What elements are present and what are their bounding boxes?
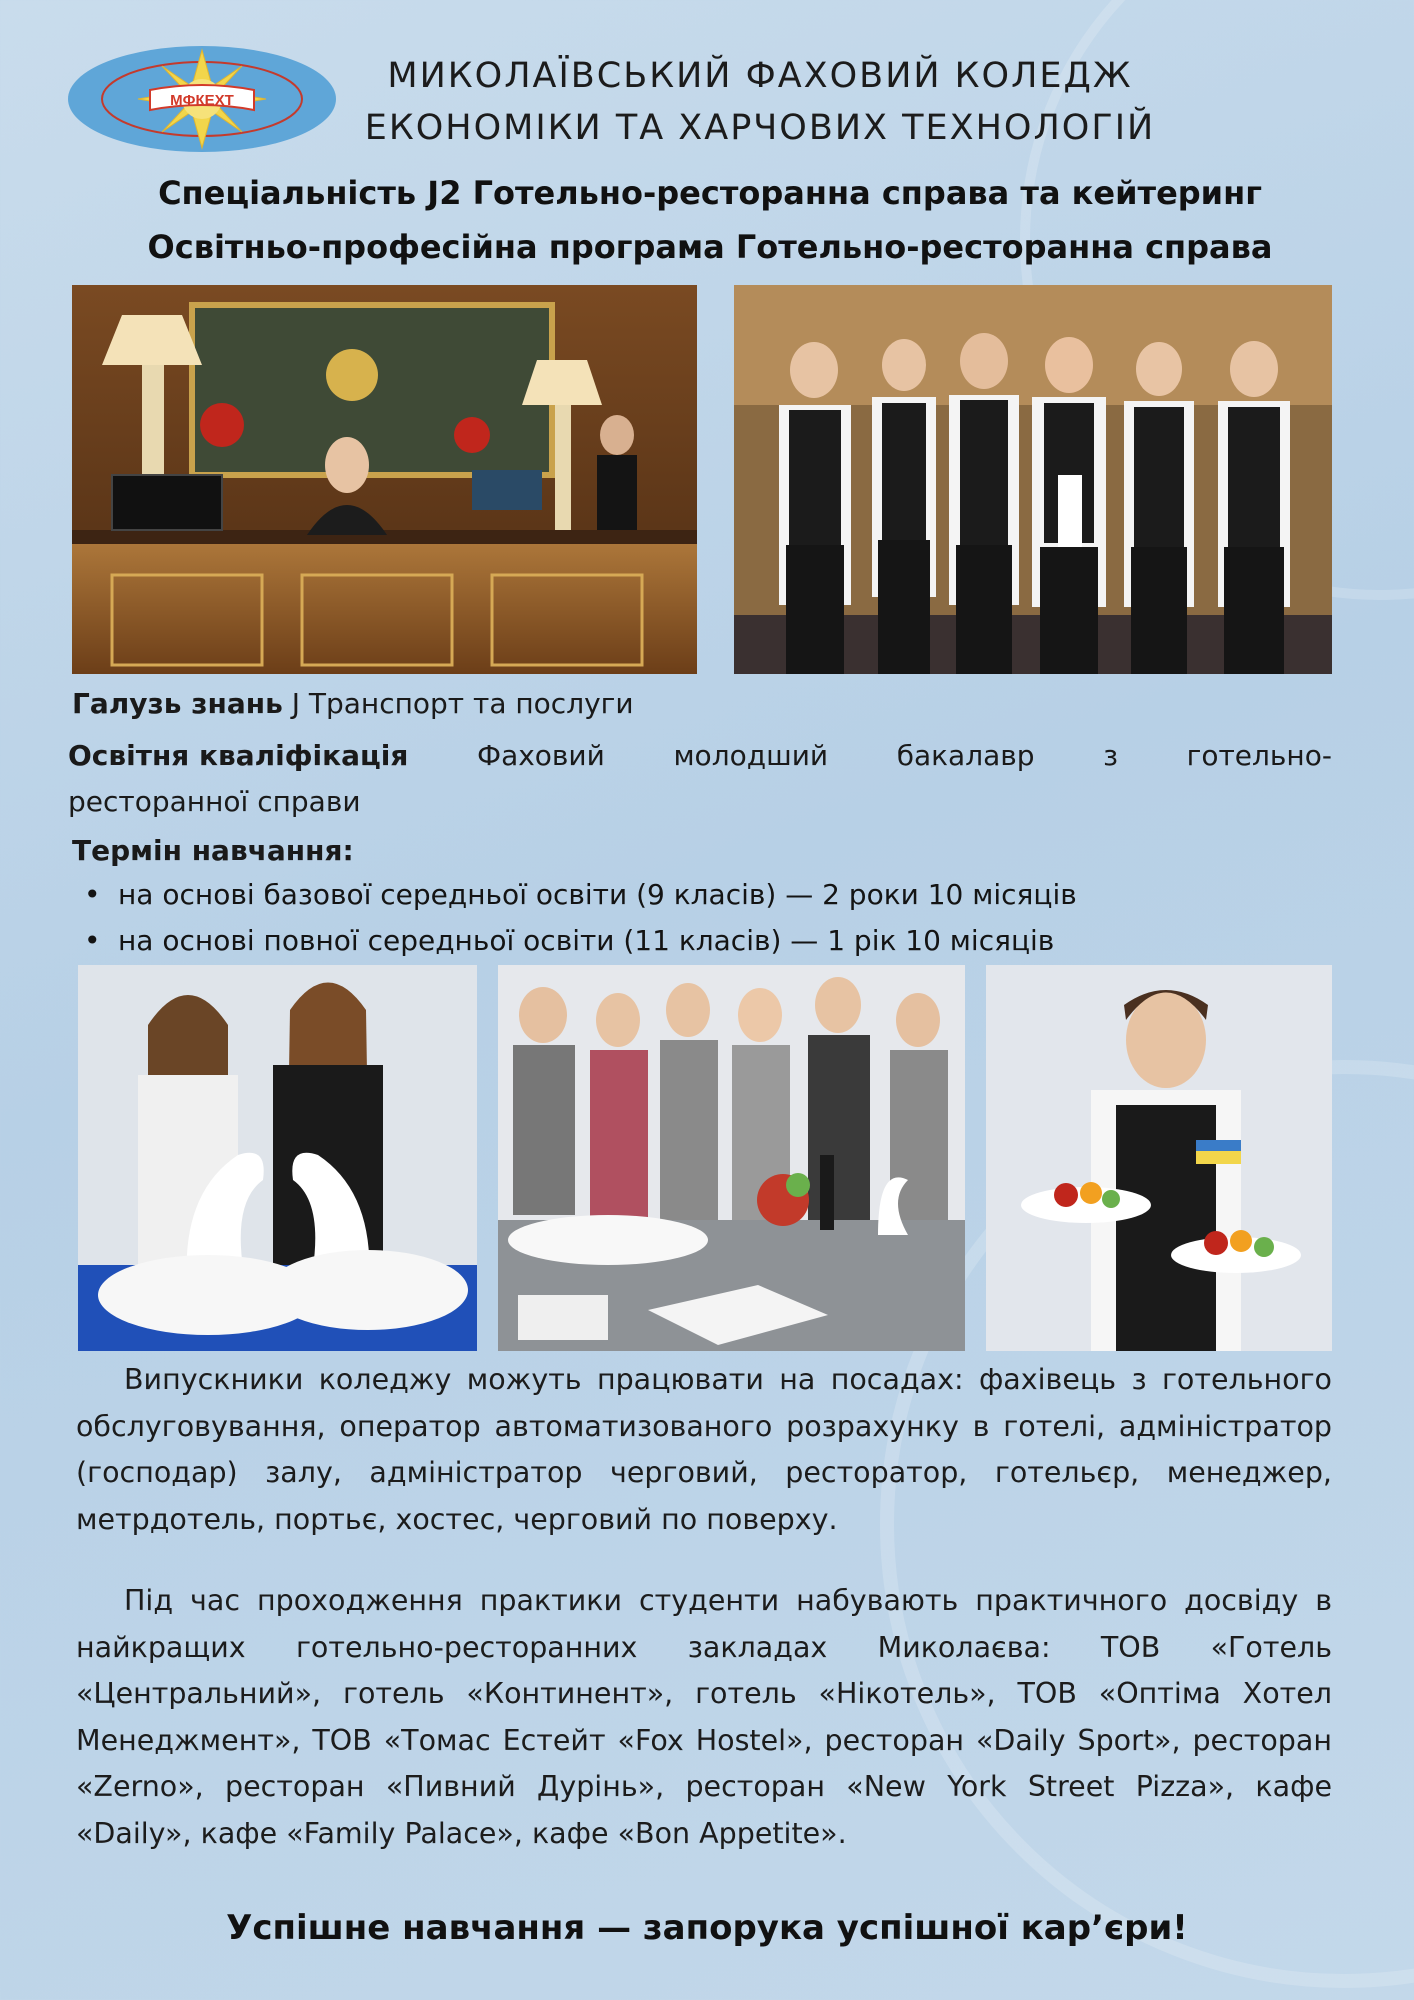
qualification-label: Освітня кваліфікація — [68, 739, 409, 772]
slogan: Успішне навчання — запорука успішної кар’єри! — [226, 1908, 1188, 1948]
specialty-heading: Спеціальність J2 Готельно-ресторанна справа та кейтеринг — [158, 174, 1262, 212]
college-name — [340, 50, 1180, 154]
field-value: J Транспорт та послуги — [291, 687, 634, 720]
qualification-word: з — [1103, 739, 1119, 772]
study-terms-list — [80, 872, 1077, 964]
qualification-word: бакалавр — [896, 739, 1035, 772]
qualification-word: молодший — [673, 739, 829, 772]
careers-paragraph: Випускники коледжу можуть працювати на посадах: фахівець з готельного обслуговування, оператор автоматизованого розрахунку в готелі, адміністратор (господар) залу, адміністратор черговий, ресторатор, готельєр, менеджер, метрдотель, портьє, хостес, черговий по поверху. — [76, 1363, 1332, 1536]
field-of-knowledge — [72, 682, 634, 726]
hotel-reception-photo — [72, 285, 697, 674]
college-logo — [66, 44, 338, 154]
program-heading: Освітньо-професійна програма Готельно-ресторанна справа — [147, 228, 1273, 266]
waiters-group-photo — [734, 285, 1332, 674]
practice-paragraph: Під час проходження практики студенти набувають практичного досвіду в найкращих готельно-ресторанних закладах Миколаєва: ТОВ «Готель «Центральний», готель «Континент», готель «Нікотель», ТОВ «Оптіма Хотел Менеджмент», ТОВ «Томас Естейт «Fox Hostel», ресторан «Daily Sport», ресторан «Zerno», ресторан «Пивний Дурінь», ресторан «New York Street Pizza», кафе «Daily», кафе «Family Palace», кафе «Bon Appetite». — [76, 1584, 1332, 1850]
towel-swans-photo — [78, 965, 477, 1351]
qualification-word: Фаховий — [476, 739, 605, 772]
college-name-line-2: ЕКОНОМІКИ ТА ХАРЧОВИХ ТЕХНОЛОГІЙ — [364, 108, 1156, 148]
qualification-continuation: ресторанної справи — [68, 785, 361, 818]
term-label-text: Термін навчання: — [72, 834, 354, 867]
college-name-line-1: МИКОЛАЇВСЬКИЙ ФАХОВИЙ КОЛЕДЖ — [387, 56, 1133, 96]
students-group-photo — [498, 965, 965, 1351]
list-item: • на основі базової середньої освіти (9 класів) — 2 роки 10 місяців — [80, 872, 1077, 918]
logo-text: МФКЕХТ — [170, 92, 234, 109]
field-label: Галузь знань — [72, 687, 283, 720]
waiter-with-plates-photo — [986, 965, 1332, 1351]
term-label — [72, 829, 354, 873]
qualification-line — [68, 734, 1332, 778]
list-item: • на основі повної середньої освіти (11 класів) — 1 рік 10 місяців — [80, 918, 1077, 964]
qualification-word: готельно- — [1186, 739, 1332, 772]
